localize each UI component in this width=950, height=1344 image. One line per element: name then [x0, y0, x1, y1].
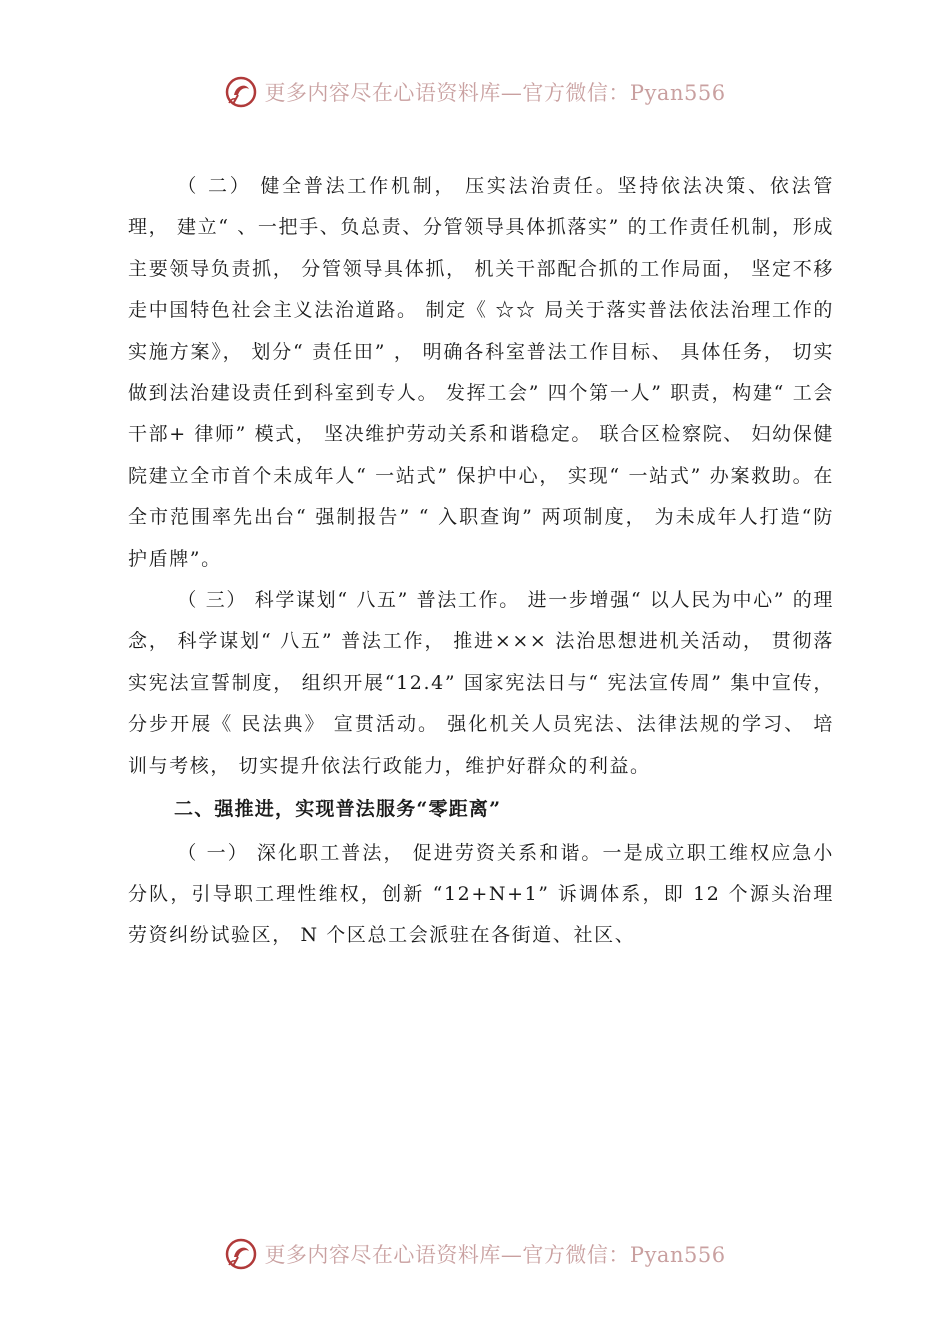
- paragraph-section2-1: （ 一） 深化职工普法， 促进劳资关系和谐。一是成立职工维权应急小分队，引导职工理性维权，创新 “12+N+1” 诉调体系，即 12 个源头治理劳资纠纷试验区， N 个区总工会派驻在各街道、社区、: [128, 841, 834, 947]
- header-watermark: [0, 72, 950, 112]
- rose-logo-icon: [224, 75, 258, 109]
- paragraph-3: （ 三） 科学谋划“ 八五” 普法工作。 进一步增强“ 以人民为中心” 的理念， 科学谋划“ 八五” 普法工作， 推进××× 法治思想进机关活动， 贯彻落实宪法宣誓制度， 组织开展“12.4” 国家宪法日与“ 宪法宣传周” 集中宣传， 分步开展《 民法典》 宣贯活动。 强化机关人员宪法、法律法规的学习、 培训与考核， 切实提升依法行政能力，维护好群众的利益。: [128, 589, 834, 777]
- document-body: [128, 166, 834, 957]
- watermark-text: 更多内容尽在心语资料库—官方微信：Pyan556: [264, 1243, 726, 1267]
- paragraph-2: （ 二） 健全普法工作机制， 压实法治责任。坚持依法决策、依法管理， 建立“ 、一把手、负总责、分管领导具体抓落实” 的工作责任机制，形成主要领导负责抓， 分管领导具体抓， 机关干部配合抓的工作局面， 坚定不移走中国特色社会主义法治道路。 制定《 ☆☆ 局关于落实普法依法治理工作的实施方案》， 划分“ 责任田” ， 明确各科室普法工作目标、 具体任务， 切实做到法治建设责任到科室到专人。 发挥工会” 四个第一人” 职责，构建“ 工会干部+ 律师” 模式， 坚决维护劳动关系和谐稳定。 联合区检察院、 妇幼保健院建立全市首个未成年人“ 一站式” 保护中心， 实现“ 一站式” 办案救助。在全市范围率先出台“ 强制报告” “ 入职查询” 两项制度， 为未成年人打造“防护盾牌”。: [128, 175, 834, 570]
- footer-watermark: [0, 1234, 950, 1274]
- section-heading: 二、强推进，实现普法服务“零距离”: [174, 798, 502, 821]
- rose-logo-icon: [224, 1237, 258, 1271]
- watermark-text: 更多内容尽在心语资料库—官方微信：Pyan556: [264, 81, 726, 105]
